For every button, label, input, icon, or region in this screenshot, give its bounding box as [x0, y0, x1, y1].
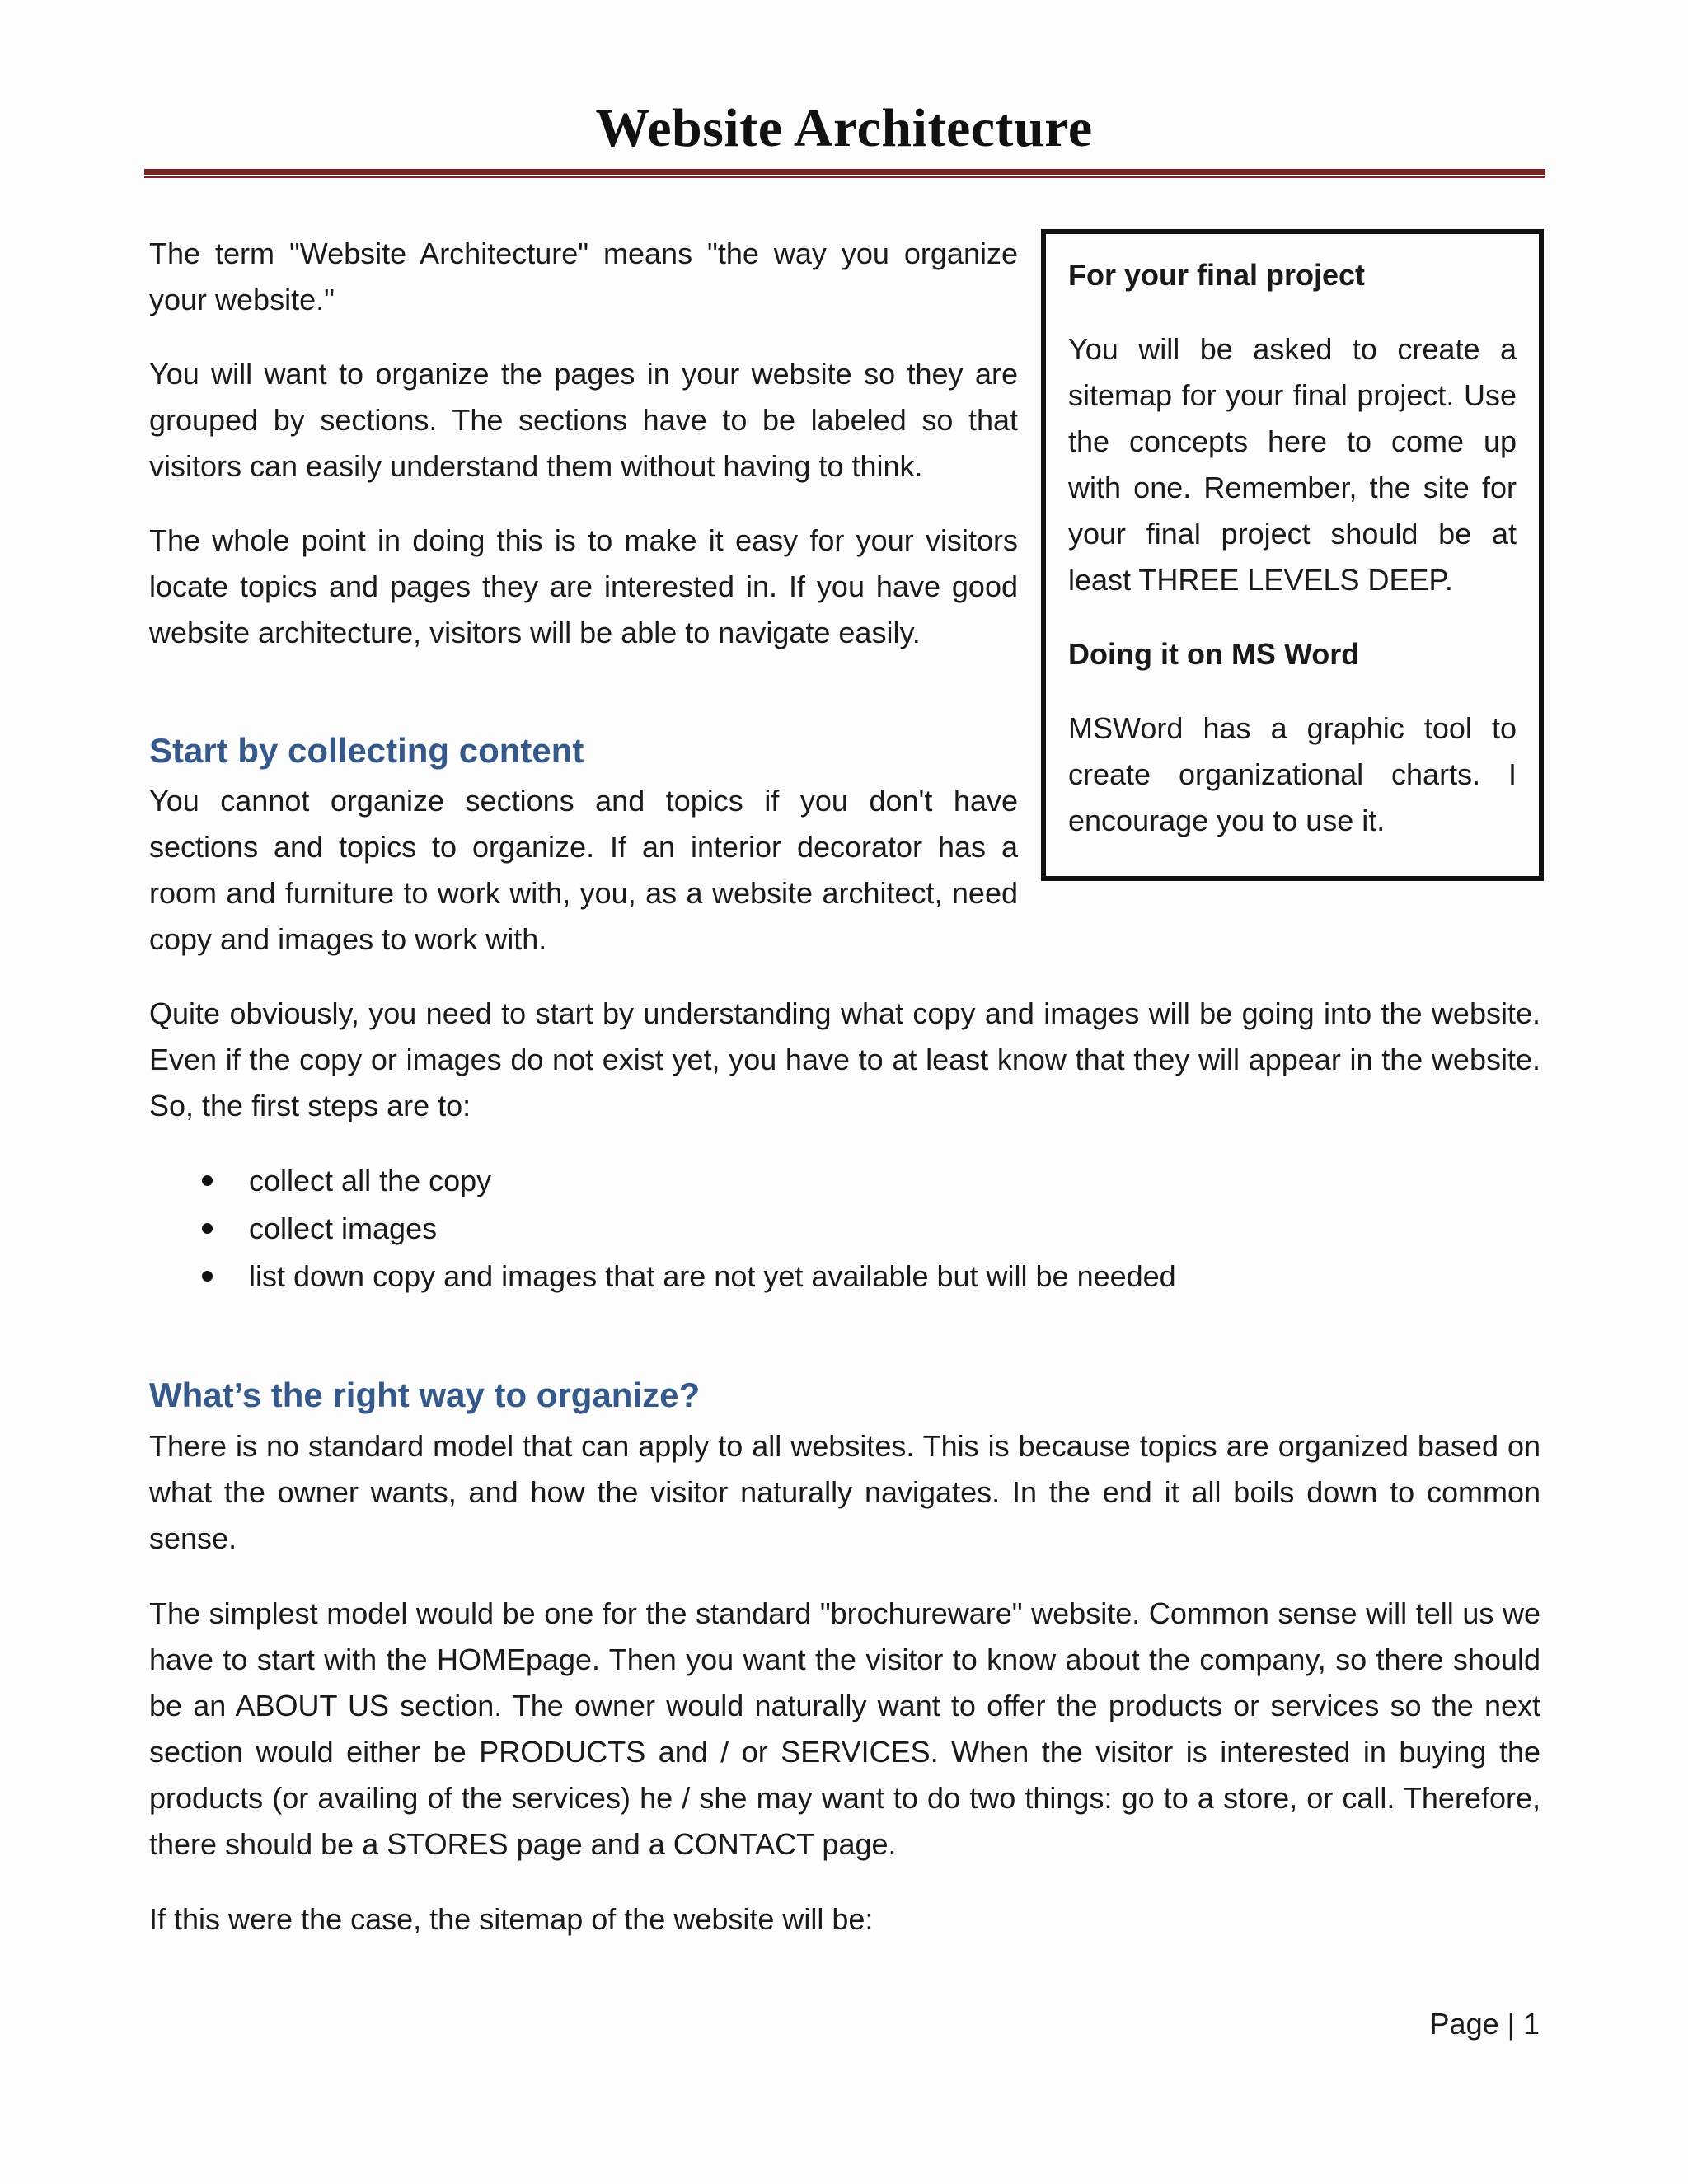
callout-heading-final-project: For your final project: [1068, 258, 1366, 292]
list-item: list down copy and images that are not yet available but will be needed: [149, 1253, 1176, 1301]
collecting-content-paragraph-1: You cannot organize sections and topics if you don't have sections and topics to organize. If an interior decorator has a room and furniture to work with, you, as a website architect, need copy and images to work with.: [149, 784, 1018, 956]
bullet-icon: [202, 1175, 213, 1186]
list-item: collect all the copy: [149, 1157, 1176, 1205]
organize-paragraph-1: There is no standard model that can apply to all websites. This is because topics are organized based on what the owner wants, and how the visitor naturally navigates. In the end it all boils down to common sense.: [149, 1429, 1540, 1555]
intro-paragraph-3: The whole point in doing this is to make it easy for your visitors locate topics and pages they are interested in. If you have good website architecture, visitors will be able to navigate easily.: [149, 523, 1018, 649]
bullet-icon: [202, 1271, 213, 1282]
callout-text-final-project: You will be asked to create a sitemap for your final project. Use the concepts here to come up with one. Remember, the site for your final project should be at least THREE LEVELS DEEP.: [1068, 332, 1517, 597]
page-title: Website Architecture: [595, 98, 1093, 158]
intro-paragraph-2: You will want to organize the pages in your website so they are grouped by sections. The sections have to be labeled so that visitors can easily understand them without having to think.: [149, 357, 1018, 483]
callout-text-ms-word: MSWord has a graphic tool to create organizational charts. I encourage you to use it.: [1068, 711, 1517, 837]
section-heading-right-way-to-organize: What’s the right way to organize?: [149, 1376, 701, 1414]
organize-paragraph-3: If this were the case, the sitemap of the website will be:: [149, 1902, 874, 1936]
first-steps-list: [149, 1157, 1176, 1301]
callout-heading-ms-word: Doing it on MS Word: [1068, 637, 1360, 671]
section-heading-collecting-content: Start by collecting content: [149, 731, 584, 770]
title-divider: [144, 169, 1545, 175]
collecting-content-paragraph-2: Quite obviously, you need to start by understanding what copy and images will be going into the website. Even if the copy or images do not exist yet, you have to at least know that they will appear in the website. So, the first steps are to:: [149, 996, 1540, 1122]
title-divider-thin: [144, 176, 1545, 178]
final-project-callout: [1041, 229, 1544, 881]
intro-paragraph-1: The term "Website Architecture" means "the way you organize your website.": [149, 237, 1018, 316]
list-item: collect images: [149, 1205, 1176, 1253]
organize-paragraph-2: The simplest model would be one for the standard "brochureware" website. Common sense will tell us we have to start with the HOMEpage. Then you want the visitor to know about the company, so there should be an ABOUT US section. The owner would naturally want to offer the products or services so the next section would either be PRODUCTS and / or SERVICES. When the visitor is interested in buying the products (or availing of the services) he / she may want to do two things: go to a store, or call. Therefore, there should be a STORES page and a CONTACT page.: [149, 1596, 1540, 1861]
page-number: Page | 1: [1429, 2007, 1540, 2041]
bullet-icon: [202, 1223, 213, 1234]
